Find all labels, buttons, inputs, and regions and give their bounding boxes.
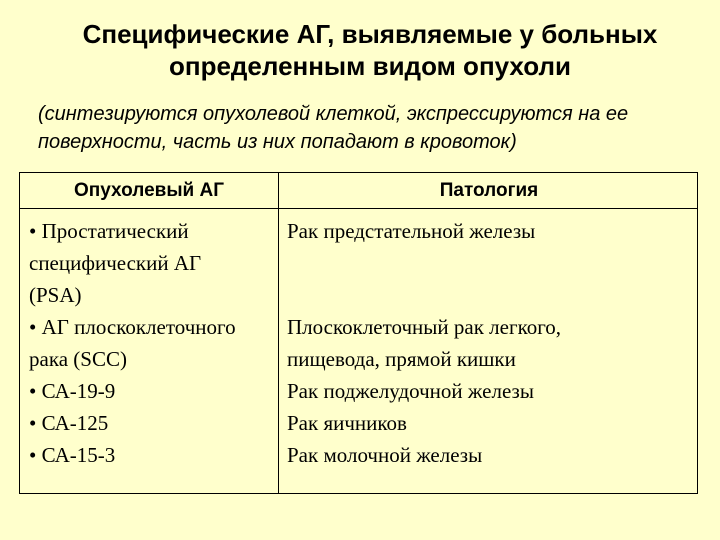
antigen-line: (PSA) (29, 283, 82, 307)
slide-title (0, 18, 720, 82)
table-row-ca125-antigen (29, 407, 274, 439)
antigen-line: специфический АГ (29, 251, 202, 275)
antigen-line: рака (SCC) (29, 347, 127, 371)
pathology-spacer (287, 279, 687, 311)
table-row-psa-antigen (29, 215, 274, 311)
pathology-line: Плоскоклеточный рак легкого, (287, 315, 562, 339)
table-row-ca199-antigen (29, 375, 274, 407)
table-row-ca125-pathology (287, 407, 687, 439)
pathology-spacer (287, 247, 687, 279)
slide-title-line-2: определенным видом опухоли (169, 51, 571, 81)
table-row-ca199-pathology (287, 375, 687, 407)
subtitle-line-1: (синтезируются опухолевой клеткой, экспрессируются на ее (38, 103, 629, 125)
antigen-line: • СА-19-9 (29, 379, 116, 403)
pathology-line: Рак яичников (287, 411, 407, 435)
column-header-antigen: Опухолевый АГ (73, 180, 225, 201)
antigen-table (19, 172, 698, 494)
pathology-column (287, 215, 687, 471)
table-row-scc-pathology (287, 311, 687, 375)
table-header-divider (20, 208, 697, 209)
slide-title-line-1: Специфические АГ, выявляемые у больных (82, 19, 658, 49)
pathology-line: Рак предстательной железы (287, 219, 536, 243)
table-row-ca153-pathology (287, 439, 687, 471)
antigen-line: • СА-15-3 (29, 443, 116, 467)
antigen-column (29, 215, 274, 471)
column-header-pathology: Патология (439, 180, 539, 201)
table-row-psa-pathology (287, 215, 687, 311)
table-row-scc-antigen (29, 311, 274, 375)
antigen-line: • АГ плоскоклеточного (29, 315, 236, 339)
pathology-line: Рак молочной железы (287, 443, 483, 467)
table-column-divider (278, 173, 279, 493)
slide-subtitle (38, 100, 698, 156)
table-row-ca153-antigen (29, 439, 274, 471)
antigen-line: • СА-125 (29, 411, 109, 435)
pathology-line: пищевода, прямой кишки (287, 347, 516, 371)
subtitle-line-2: поверхности, часть из них попадают в кровоток) (38, 131, 517, 153)
pathology-line: Рак поджелудочной железы (287, 379, 534, 403)
antigen-line: • Простатический (29, 219, 189, 243)
